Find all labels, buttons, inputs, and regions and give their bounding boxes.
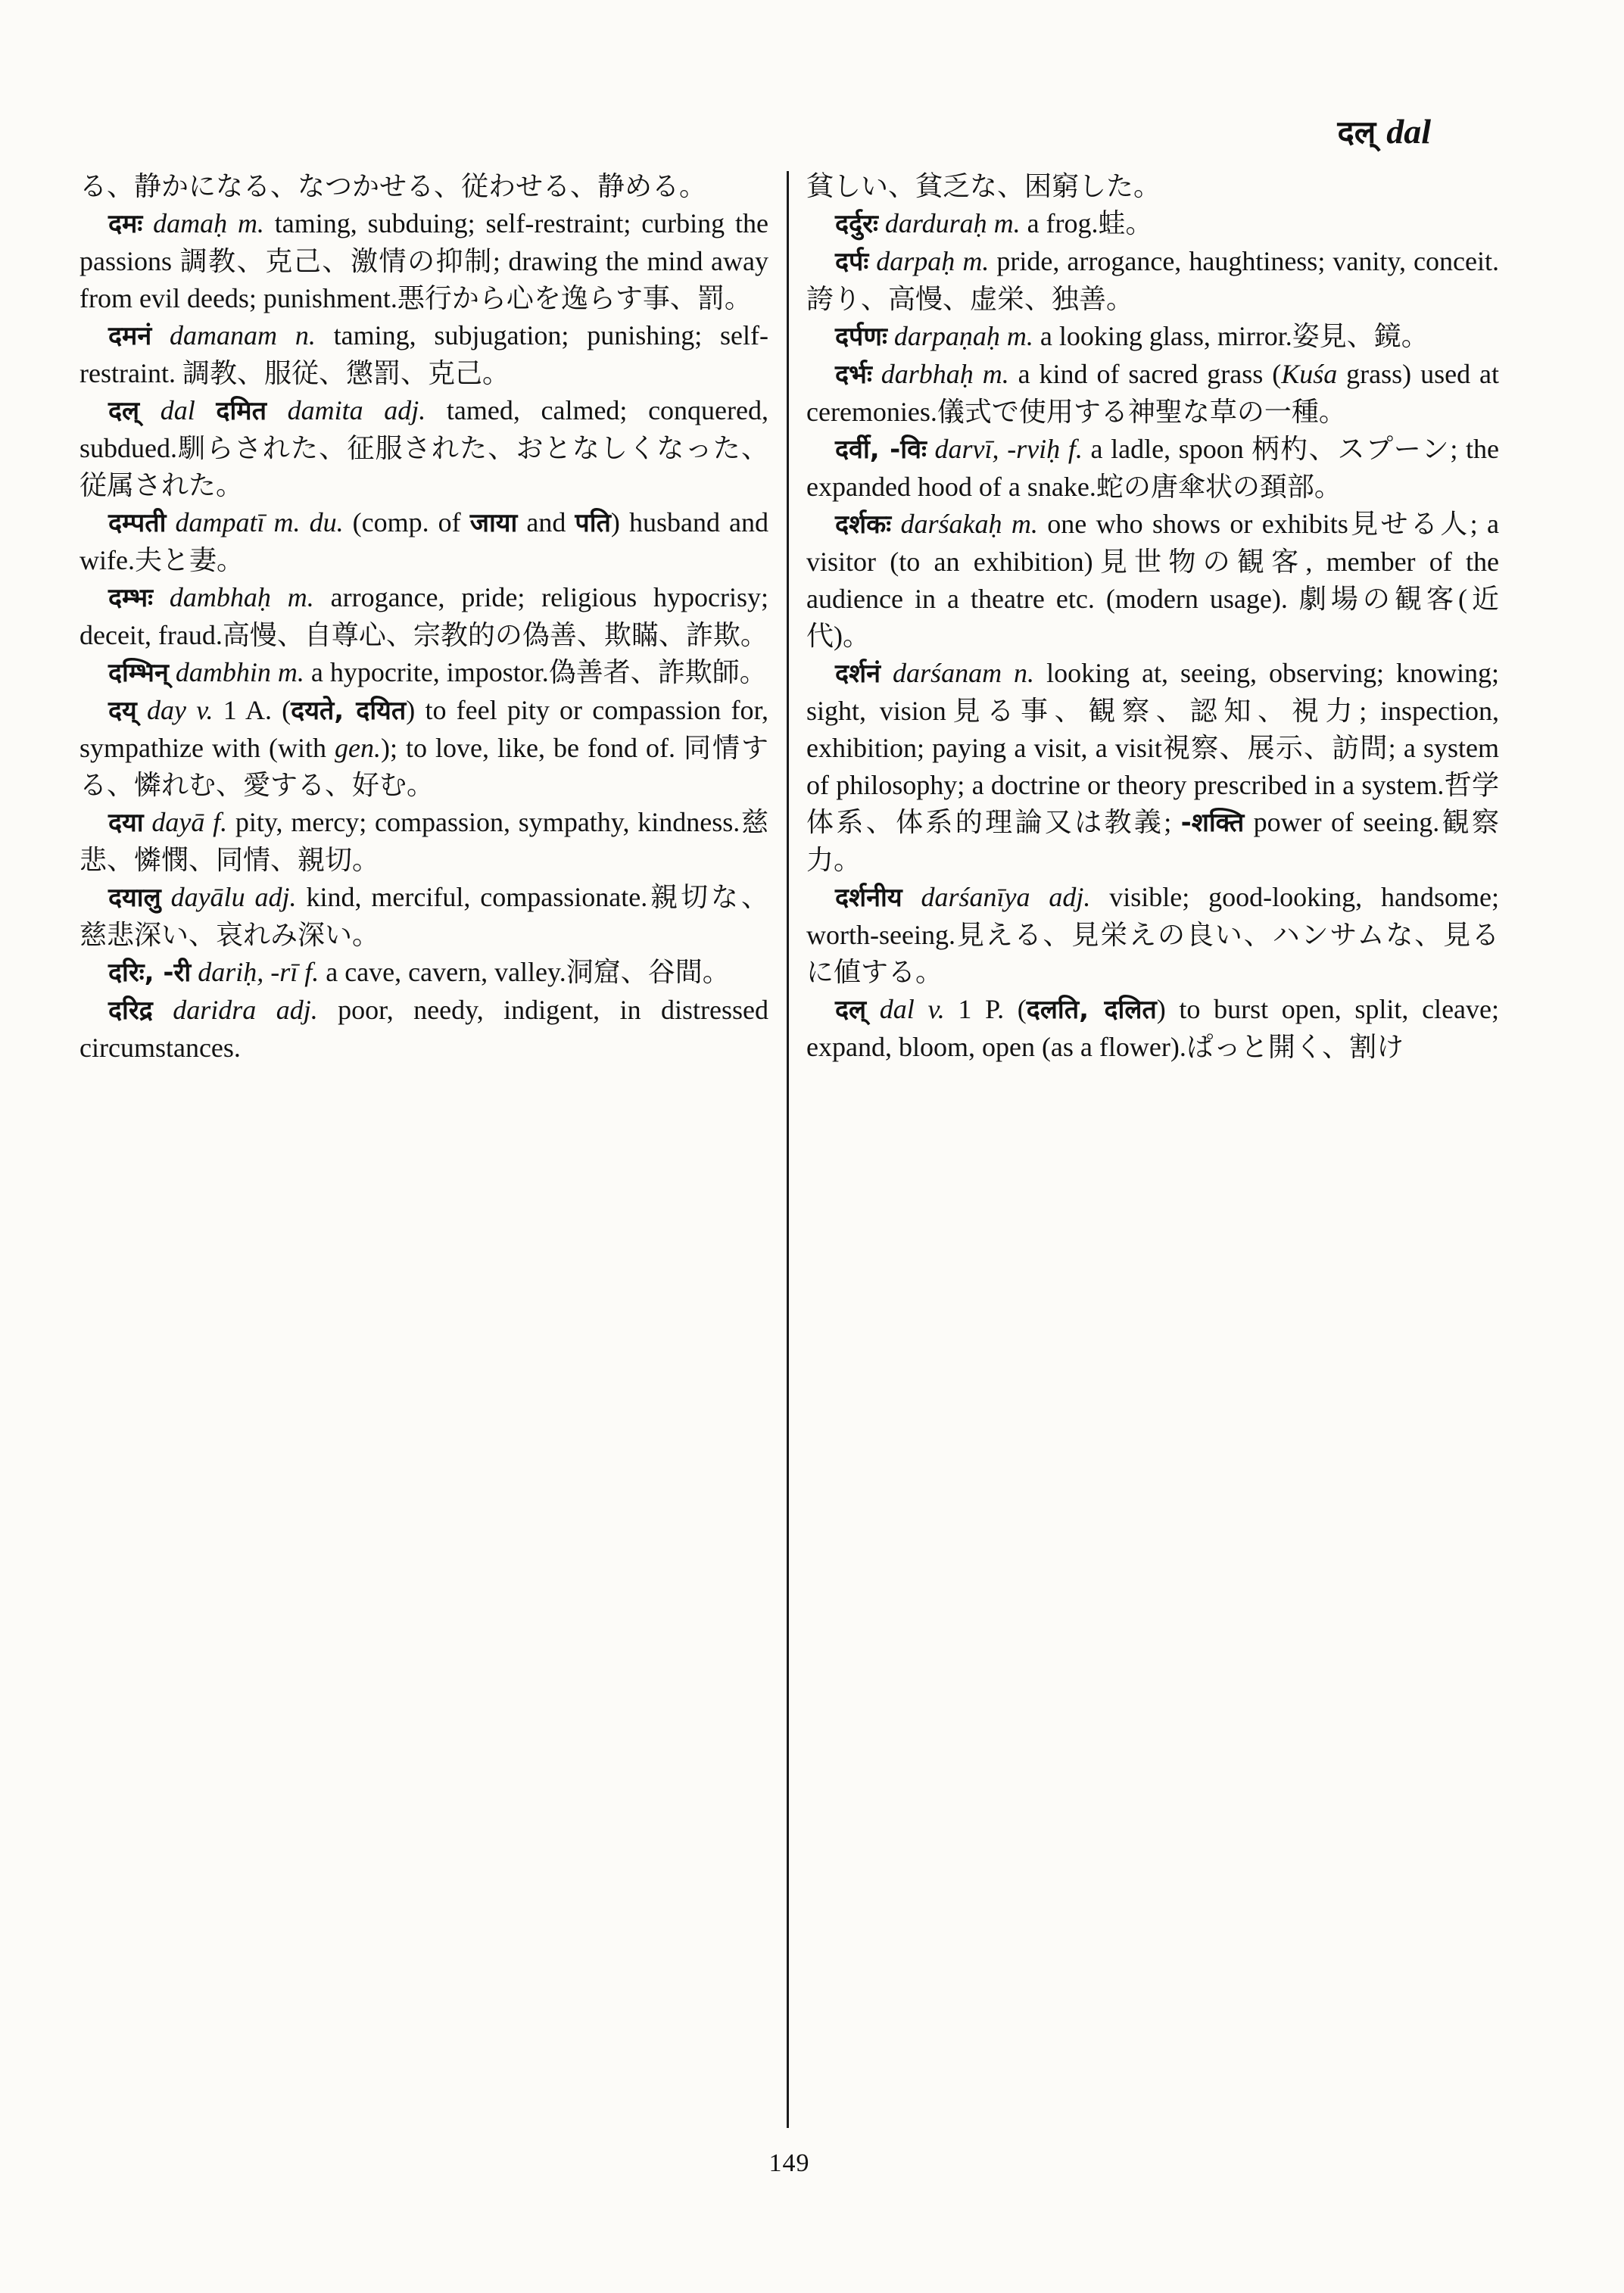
devanagari-headword-text: दर्शनं	[835, 659, 881, 689]
transliteration-text: darpaḥ m.	[868, 246, 997, 276]
transliteration-text: dambhin m.	[168, 657, 311, 687]
devanagari-headword-text: दम्भः	[108, 583, 154, 613]
transliteration-text: dayā f.	[143, 807, 235, 837]
devanagari-headword-text: दर्पः	[835, 247, 869, 277]
dictionary-entry	[79, 654, 768, 692]
dictionary-entry	[79, 879, 768, 954]
devanagari-headword-text: दल्	[108, 396, 140, 426]
transliteration-text: dariḥ, -rī f.	[191, 957, 326, 987]
definition-text: visible; good-looking, handsome; worth-seeing.見える、見栄えの良い、ハンサムな、見るに値する。	[806, 882, 1499, 987]
devanagari-headword-text: दयालु	[108, 883, 161, 913]
devanagari-headword-text: दर्शनीय	[835, 883, 902, 913]
dictionary-entry	[806, 879, 1499, 991]
transliteration-text: darśakaḥ m.	[891, 509, 1048, 539]
devanagari-headword-text: -शक्ति	[1180, 808, 1245, 838]
devanagari-headword-text: दम्पती	[108, 508, 167, 538]
definition-text: 貧しい、貧乏な、困窮した。	[806, 171, 1161, 201]
definition-text: a looking glass, mirror.姿見、鏡。	[1040, 321, 1429, 351]
transliteration-text: damaḥ m.	[142, 208, 275, 238]
devanagari-headword-text: दरिः, -री	[108, 958, 192, 988]
dictionary-entry	[79, 392, 768, 504]
transliteration-text: daridra adj.	[152, 995, 338, 1025]
devanagari-headword-text: दमित	[216, 396, 267, 426]
transliteration-text: darśanam n.	[881, 658, 1047, 688]
definition-text: 1 A. (	[223, 695, 291, 725]
definition-text: tamed, calmed; conquered, subdued.馴らされた、征服された、おとなしくなった、従属された。	[79, 395, 768, 500]
devanagari-headword-text: दर्भः	[835, 360, 872, 390]
dictionary-entry	[79, 317, 768, 392]
dictionary-entry	[806, 205, 1499, 243]
devanagari-headword-text: दमः	[108, 209, 143, 239]
definition-text: 1 P. (	[958, 994, 1027, 1024]
definition-text: a ladle, spoon 柄杓、スプーン; the expanded hood of a snake.蛇の唐傘状の頚部。	[806, 434, 1499, 502]
devanagari-headword-text: दमनं	[108, 321, 152, 351]
definition-text: and	[517, 507, 575, 537]
dictionary-entry	[79, 504, 768, 579]
dictionary-entry	[806, 991, 1499, 1066]
definition-text: taming, subduing; self-restraint; curbing the passions 調教、克己、激情の抑制; drawing the mind away from evil deeds; punishment.悪行から心を逸らす事、罰。	[79, 208, 768, 313]
transliteration-text: Kuśa	[1281, 359, 1338, 389]
dictionary-entry	[79, 804, 768, 879]
right-column	[806, 168, 1499, 1066]
running-head	[79, 112, 1431, 152]
entry-continuation	[806, 168, 1499, 205]
column-divider-rule	[787, 171, 789, 2128]
entry-continuation	[79, 168, 768, 205]
devanagari-headword-text: दर्वी, -विः	[835, 435, 927, 465]
devanagari-headword-text: दयते, दयित	[291, 696, 407, 726]
devanagari-headword-text: दय्	[108, 696, 137, 726]
definition-text: a kind of sacred grass (	[1018, 359, 1282, 389]
dictionary-entry	[806, 431, 1499, 506]
dictionary-entry	[806, 318, 1499, 356]
devanagari-headword-text: दम्भिन्	[108, 658, 169, 688]
definition-text: a hypocrite, impostor.偽善者、詐欺師。	[310, 657, 767, 687]
devanagari-headword-text: दर्शकः	[835, 509, 892, 540]
definition-text: kind, merciful, compassionate.親切な、慈悲深い、哀れみ深い。	[79, 882, 768, 950]
transliteration-text: dal v.	[866, 994, 959, 1024]
transliteration-text: gen.	[334, 733, 381, 763]
definition-text: poor, needy, indigent, in distressed circumstances.	[79, 995, 768, 1063]
transliteration-text: dayālu adj.	[161, 882, 307, 912]
dictionary-entry	[79, 992, 768, 1067]
transliteration-text: damita adj.	[266, 395, 447, 425]
transliteration-text: darpaṇaḥ m.	[887, 321, 1040, 351]
definition-text: power of seeing.観察力。	[806, 807, 1499, 875]
devanagari-headword-text: पति	[575, 508, 611, 538]
definition-text: (comp. of	[352, 507, 470, 537]
definition-text: ) to feel pity or compassion for, sympathize with (with	[79, 695, 768, 763]
devanagari-headword-text: दरिद्र	[108, 995, 153, 1026]
definition-text: pride, arrogance, haughtiness; vanity, conceit.誇り、高慢、虚栄、独善。	[806, 246, 1499, 314]
dictionary-entry	[806, 356, 1499, 431]
transliteration-text: day v.	[136, 695, 223, 725]
dictionary-entry	[79, 579, 768, 654]
definition-text: ) husband and wife.夫と妻。	[79, 507, 768, 575]
definition-text: arrogance, pride; religious hypocrisy; deceit, fraud.高慢、自尊心、宗教的の偽善、欺瞞、詐欺。	[79, 582, 769, 650]
dictionary-entry	[806, 655, 1499, 879]
definition-text: looking at, seeing, observing; knowing; sight, vision見る事、観察、認知、視力; inspection, exhibition; paying a visit, a visit視察、展示、訪問; a system of philosophy; a doctrine or theory prescribed in a system.哲学体系、体系的理論又は教義;	[806, 658, 1499, 837]
definition-text: grass) used at ceremonies.儀式で使用する神聖な草の一種。	[806, 359, 1499, 427]
definition-text: pity, mercy; compassion, sympathy, kindness.慈悲、憐憫、同情、親切。	[79, 807, 768, 875]
devanagari-headword-text: दया	[108, 808, 144, 838]
definition-text: る、静かになる、なつかせる、従わせる、静める。	[79, 171, 707, 201]
page-number: 149	[768, 2149, 810, 2177]
definition-text: one who shows or exhibits見せる人; a visitor (to an exhibition)見世物の観客, member of the audience in a theatre etc. (modern usage). 劇場の観客(近代)。	[806, 509, 1499, 651]
dictionary-entry	[806, 506, 1499, 655]
devanagari-headword-text: दर्पणः	[835, 322, 887, 352]
transliteration-text: dampatī m. du.	[166, 507, 353, 537]
transliteration-text: darśanīya adj.	[902, 882, 1110, 912]
dictionary-entry	[79, 954, 768, 992]
transliteration-text: dambhaḥ m.	[153, 582, 331, 612]
left-column	[79, 168, 768, 1067]
definition-text: ); to love, like, be fond of. 同情する、憐れむ、愛する、好む。	[79, 733, 768, 800]
devanagari-headword-text: दल्	[835, 995, 867, 1025]
transliteration-text: darvī, -rviḥ f.	[926, 434, 1091, 464]
transliteration-text: darbhaḥ m.	[871, 359, 1018, 389]
running-head-devanagari: दल्	[1337, 114, 1376, 151]
definition-text: taming, subjugation; punishing; self-restraint. 調教、服従、懲罰、克己。	[79, 320, 769, 388]
devanagari-headword-text: दर्दुरः	[835, 209, 878, 239]
dictionary-entry	[79, 692, 768, 804]
definition-text: a frog.蛙。	[1027, 208, 1153, 238]
definition-text: ) to burst open, split, cleave; expand, bloom, open (as a flower).ぱっと開く、割け	[806, 994, 1500, 1062]
devanagari-headword-text: दलति, दलित	[1026, 995, 1157, 1025]
transliteration-text: darduraḥ m.	[877, 208, 1027, 238]
definition-text: a cave, cavern, valley.洞窟、谷間。	[326, 957, 730, 987]
dictionary-entry	[79, 205, 768, 317]
running-head-transliteration: dal	[1386, 112, 1431, 151]
devanagari-headword-text: जाया	[469, 508, 518, 538]
dictionary-entry	[806, 243, 1499, 318]
two-column-text-block	[79, 168, 1499, 2128]
transliteration-text: dal	[139, 395, 217, 425]
transliteration-text: damanam n.	[151, 320, 334, 350]
